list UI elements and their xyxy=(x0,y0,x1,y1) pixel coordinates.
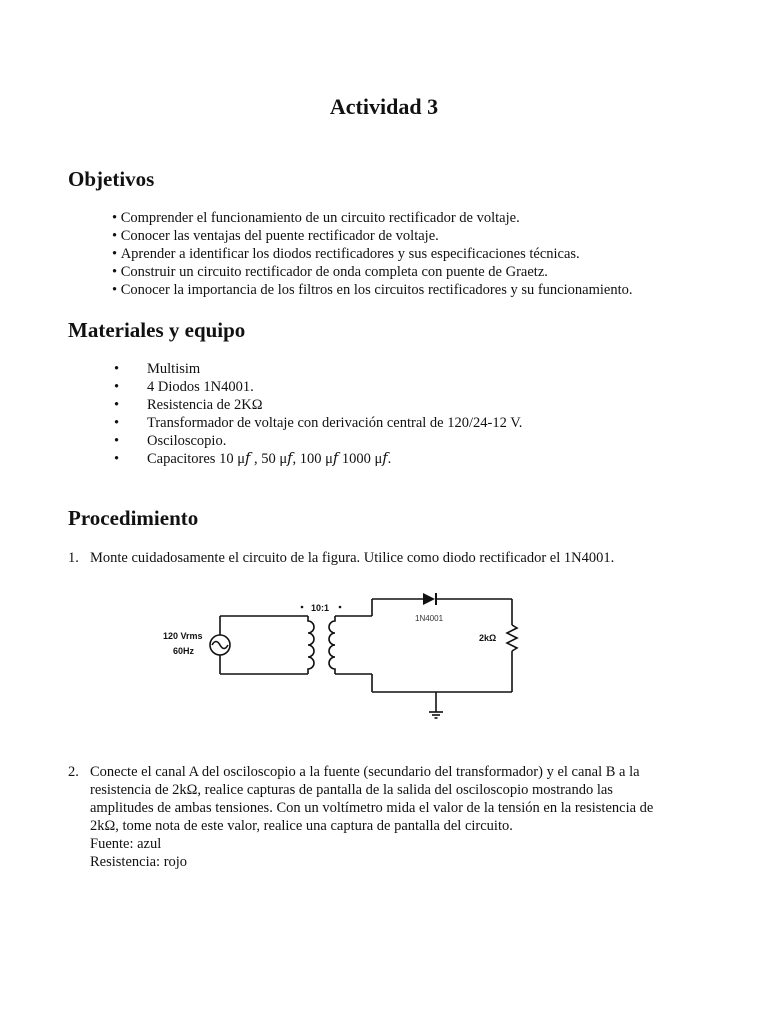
material-item: • Resistencia de 2KΩ xyxy=(114,396,522,414)
resistor-label: 2kΩ xyxy=(479,633,497,643)
step-line: Monte cuidadosamente el circuito de la figura. Utilice como diodo rectificador el 1N4001. xyxy=(90,550,615,566)
procedimiento-heading: Procedimiento xyxy=(68,506,199,530)
material-item: • Osciloscopio. xyxy=(114,432,522,450)
diode-symbol xyxy=(423,593,435,605)
document-title: Actividad 3 xyxy=(329,94,439,119)
objetivo-item: • Comprender el funcionamiento de un circuito rectificador de voltaje. xyxy=(112,209,632,227)
step-line: Resistencia: rojo xyxy=(90,854,188,870)
secondary-coil xyxy=(329,616,335,674)
objetivo-item: • Conocer las ventajas del puente rectificador de voltaje. xyxy=(112,227,632,245)
step-number: 1. xyxy=(68,550,79,566)
objetivo-item: • Construir un circuito rectificador de onda completa con puente de Graetz. xyxy=(112,263,632,281)
rectifier-circuit-diagram xyxy=(150,588,530,728)
resistor-symbol xyxy=(507,625,517,651)
polarity-dot xyxy=(301,606,304,609)
materiales-heading: Materiales y equipo xyxy=(68,318,246,342)
sine-wave-icon xyxy=(212,642,228,649)
material-item: • Transformador de voltaje con derivación central de 120/24-12 V. xyxy=(114,414,522,432)
step-line: Fuente: azul xyxy=(90,836,162,852)
source-voltage-label: 120 Vrms xyxy=(163,631,203,641)
step-line: Conecte el canal A del osciloscopio a la fuente (secundario del transformador) y el canal B a la xyxy=(90,764,640,780)
step-number: 2. xyxy=(68,764,79,780)
material-item: • Multisim xyxy=(114,360,522,378)
step-line: 2kΩ, tome nota de este valor, realice una captura de pantalla del circuito. xyxy=(90,818,513,834)
turns-ratio-label: 10:1 xyxy=(311,603,330,613)
polarity-dot xyxy=(339,606,342,609)
procedure-step-1 xyxy=(68,549,698,567)
objetivos-heading: Objetivos xyxy=(68,167,155,191)
diode-label: 1N4001 xyxy=(415,614,444,623)
material-item: • 4 Diodos 1N4001. xyxy=(114,378,522,396)
objetivo-item: • Aprender a identificar los diodos rectificadores y sus especificaciones técnicas. xyxy=(112,245,632,263)
step-text xyxy=(90,549,698,567)
step-text xyxy=(90,763,698,871)
step-line: resistencia de 2kΩ, realice capturas de pantalla de la salida del osciloscopio mostrando las xyxy=(90,782,613,798)
primary-coil xyxy=(308,616,314,674)
material-item: • Capacitores 10 μ𝑓 , 50 μ𝑓, 100 μ𝑓 1000 μ𝑓. xyxy=(114,450,522,468)
objetivos-list xyxy=(112,209,632,299)
source-frequency-label: 60Hz xyxy=(173,646,195,656)
materiales-list xyxy=(114,360,522,468)
objetivo-item: • Conocer la importancia de los filtros en los circuitos rectificadores y su funcionamiento. xyxy=(112,281,632,299)
procedure-step-2 xyxy=(68,763,698,871)
step-line: amplitudes de ambas tensiones. Con un voltímetro mida el valor de la tensión en la resistencia de xyxy=(90,800,654,816)
